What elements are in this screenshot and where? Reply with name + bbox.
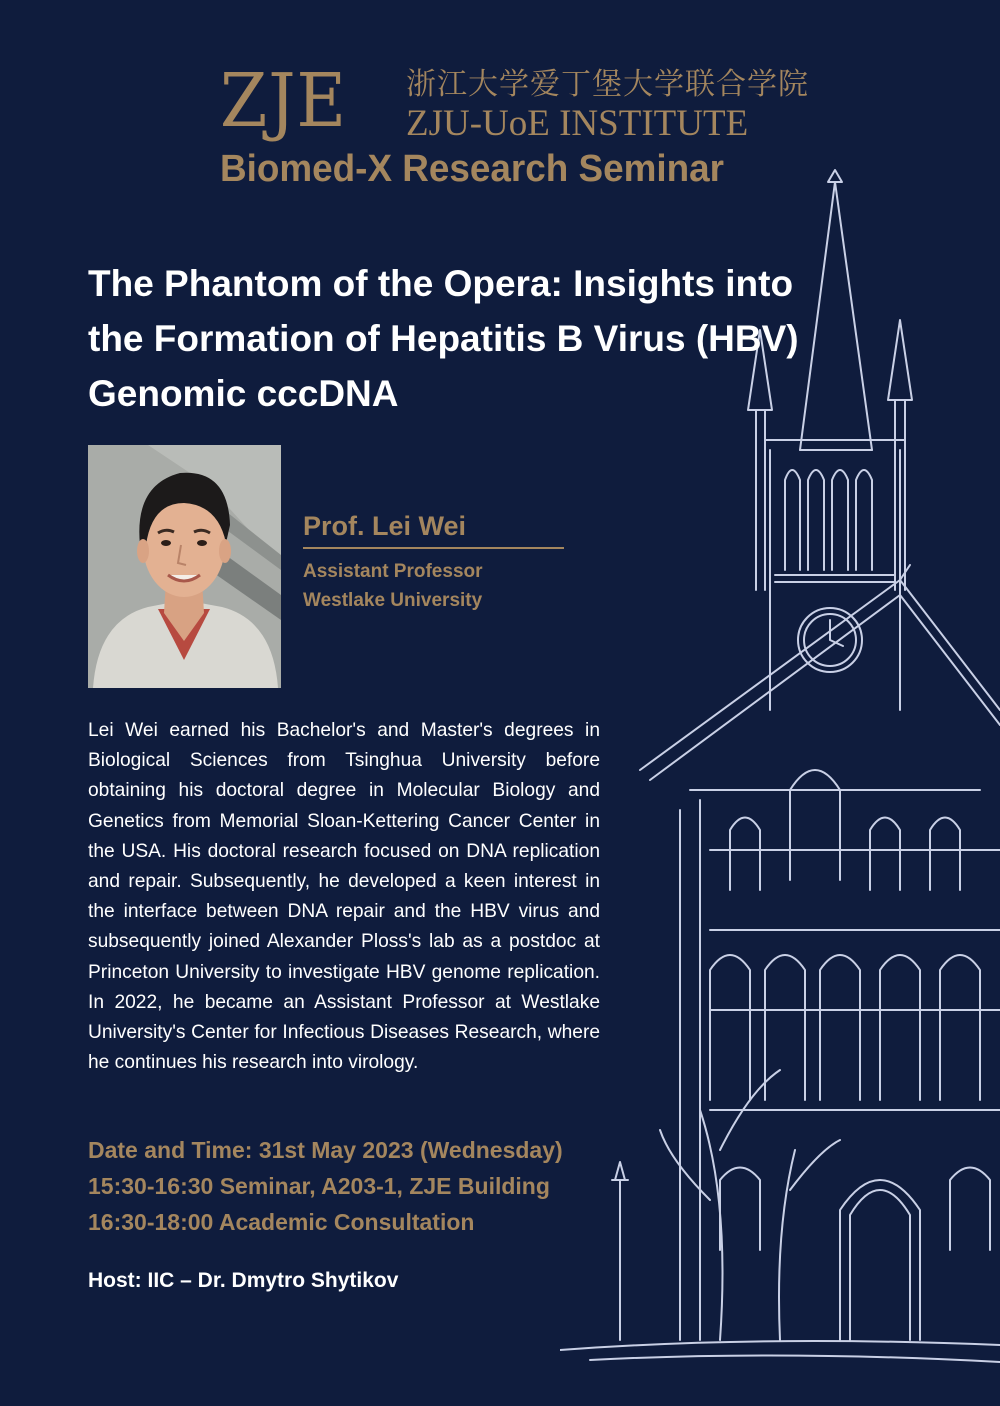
talk-title: The Phantom of the Opera: Insights into the Formation of Hepatitis B Virus (HBV) Genomic cccDNA [88,263,799,414]
institute-name-english: ZJU-UoE INSTITUTE [406,103,749,144]
speaker-bio: Lei Wei earned his Bachelor's and Master's degrees in Biological Sciences from Tsinghua University before obtaining his doctoral degree in Molecular Biology and Genetics from Memorial Sloan-Kettering Cancer Center in the USA. His doctoral research focused on DNA replication and repair. Subsequently, he developed a keen interest in the interface between DNA repair and the HBV virus and subsequently joined Alexander Ploss's lab as a postdoc at Princeton University to investigate HBV genome replication. In 2022, he became an Assistant Professor at Westlake University's Center for Infectious Diseases Research, where he continues his research into virology. [88,720,600,1074]
consultation-time: 16:30-18:00 Academic Consultation [88,1209,475,1235]
seminar-time-location: 15:30-16:30 Seminar, A203-1, ZJE Building [88,1173,550,1199]
speaker-role: Assistant Professor [303,561,483,582]
institute-logo [220,58,809,192]
speaker-name: Prof. Lei Wei [303,511,467,541]
event-date-time: Date and Time: 31st May 2023 (Wednesday) [88,1137,563,1163]
seminar-series-title: Biomed-X Research Seminar [220,148,724,190]
speaker-affiliation: Westlake University [303,590,483,611]
speaker-divider [303,547,564,549]
speaker-photo [88,445,281,688]
event-schedule [88,1132,563,1240]
event-host: Host: IIC – Dr. Dmytro Shytikov [88,1269,399,1292]
logo-mark: ZJE [220,58,348,144]
institute-name-chinese: 浙江大学爱丁堡大学联合学院 [406,67,809,102]
